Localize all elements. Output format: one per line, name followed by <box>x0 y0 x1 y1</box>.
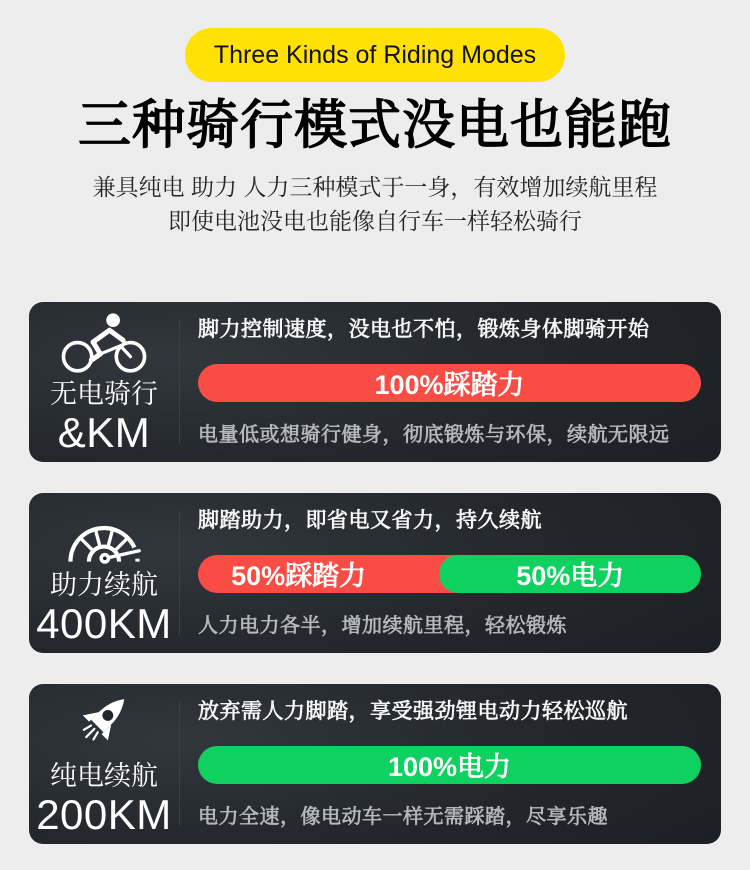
panel-assist-mode <box>29 493 721 653</box>
mode-name: 无电骑行 <box>50 379 158 409</box>
electric-power-bar <box>198 746 701 784</box>
mode-name: 助力续航 <box>50 570 158 600</box>
gauge-icon <box>59 503 149 565</box>
page-title: 三种骑行模式没电也能跑 <box>78 96 672 155</box>
electric-power-bar-label: 50%电力 <box>516 561 625 591</box>
mode-name: 纯电续航 <box>50 761 158 791</box>
panel-content <box>180 684 721 844</box>
pedal-power-bar <box>198 364 701 402</box>
rocket-icon <box>67 694 141 756</box>
mode-headline: 脚力控制速度，没电也不怕，锻炼身体脚骑开始 <box>198 318 650 341</box>
subtitle-line-1: 兼具纯电 助力 人力三种模式于一身，有效增加续航里程 <box>92 174 658 200</box>
mode-headline: 放弃需人力脚踏，享受强劲锂电动力轻松巡航 <box>198 700 628 723</box>
electric-power-bar-label: 100%电力 <box>387 752 512 782</box>
subtitle-line-2: 即使电池没电也能像自行车一样轻松骑行 <box>168 208 582 234</box>
mode-description: 电量低或想骑行健身，彻底锻炼与环保，续航无限远 <box>198 424 670 446</box>
power-split-bar <box>198 555 701 593</box>
power-split-bar <box>198 746 701 784</box>
panel-electric-mode <box>29 684 721 844</box>
mode-range: &KM <box>57 409 151 456</box>
panel-content <box>180 493 721 653</box>
mode-description: 人力电力各半，增加续航里程，轻松锻炼 <box>198 615 567 637</box>
pedal-power-bar-label: 100%踩踏力 <box>374 370 525 400</box>
mode-description: 电力全速，像电动车一样无需踩踏，尽享乐趣 <box>198 806 608 828</box>
panel-left-assist <box>29 493 179 653</box>
power-split-bar <box>198 364 701 402</box>
electric-power-bar <box>439 555 701 593</box>
badge-label: Three Kinds of Riding Modes <box>213 40 537 69</box>
riding-modes-badge <box>185 28 565 82</box>
cyclist-icon <box>58 312 150 374</box>
panel-left-electric <box>29 684 179 844</box>
panel-left-pedal-only <box>29 302 179 462</box>
panel-pedal-only-mode <box>29 302 721 462</box>
mode-range: 400KM <box>36 600 172 647</box>
mode-headline: 脚踏助力，即省电又省力，持久续航 <box>198 509 542 532</box>
pedal-power-bar-label: 50%踩踏力 <box>231 561 367 591</box>
panel-content <box>180 302 721 462</box>
subtitle <box>0 170 750 238</box>
mode-panels <box>29 302 721 844</box>
mode-range: 200KM <box>36 791 172 838</box>
